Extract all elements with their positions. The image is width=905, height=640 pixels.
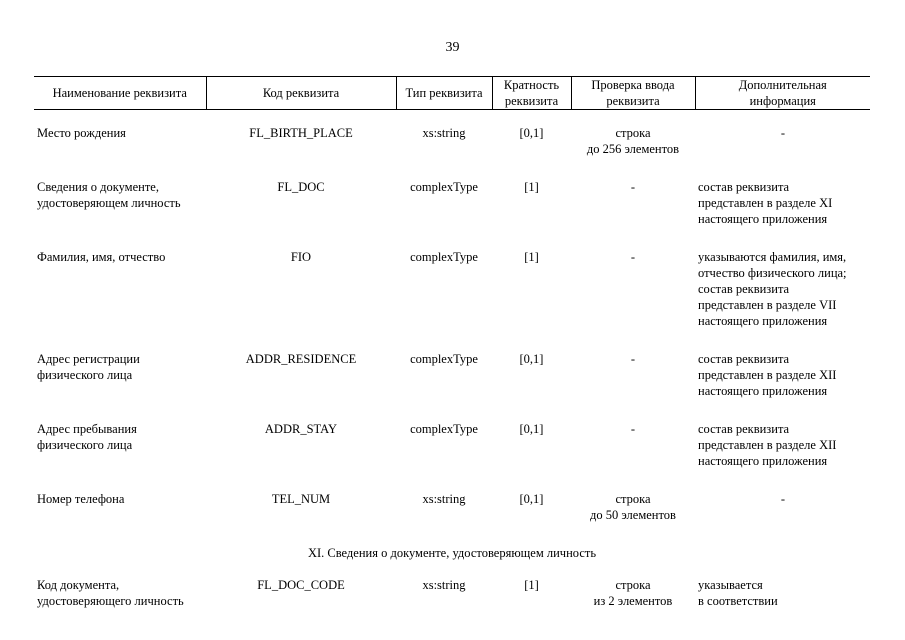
section-heading-row bbox=[34, 531, 870, 563]
cell-multiplicity: [1] bbox=[524, 250, 539, 264]
table-row bbox=[34, 407, 870, 477]
cell-code: TEL_NUM bbox=[271, 492, 331, 506]
table-row bbox=[34, 337, 870, 407]
cell-multiplicity: [1] bbox=[524, 180, 539, 194]
cell-type: complexType bbox=[410, 422, 478, 436]
cell-type: xs:string bbox=[422, 578, 466, 592]
cell-multiplicity: [0,1] bbox=[519, 352, 544, 366]
cell-multiplicity: [0,1] bbox=[519, 492, 544, 506]
cell-info: состав реквизита представлен в разделе XI настоящего приложения bbox=[698, 180, 833, 226]
cell-name: Адрес пребывания физического лица bbox=[37, 422, 137, 452]
table-row bbox=[34, 477, 870, 531]
header-additional-info: Дополнительная информация bbox=[695, 77, 870, 110]
cell-code: FIO bbox=[290, 250, 312, 264]
cell-code: ADDR_RESIDENCE bbox=[245, 352, 357, 366]
cell-code: FL_DOC bbox=[277, 180, 325, 194]
cell-check: строка до 50 элементов bbox=[590, 492, 676, 522]
cell-code: FL_DOC_CODE bbox=[257, 578, 345, 592]
table-header bbox=[34, 77, 870, 110]
cell-info: - bbox=[780, 126, 786, 140]
table-row bbox=[34, 110, 870, 166]
cell-name: Адрес регистрации физического лица bbox=[37, 352, 140, 382]
section-title: XI. Сведения о документе, удостоверяющем личность bbox=[307, 546, 597, 560]
page-number: 39 bbox=[445, 40, 460, 55]
cell-multiplicity: [1] bbox=[524, 578, 539, 592]
cell-type: complexType bbox=[410, 250, 478, 264]
cell-info: состав реквизита представлен в разделе XII настоящего приложения bbox=[698, 352, 837, 398]
header-requisite-name: Наименование реквизита bbox=[34, 77, 206, 110]
table-row bbox=[34, 563, 870, 617]
cell-check: - bbox=[630, 180, 636, 194]
cell-info: указывается в соответствии bbox=[698, 578, 778, 608]
table-body bbox=[34, 110, 870, 618]
cell-type: xs:string bbox=[422, 492, 466, 506]
cell-name: Фамилия, имя, отчество bbox=[37, 250, 166, 264]
cell-multiplicity: [0,1] bbox=[519, 422, 544, 436]
requisites-table bbox=[34, 76, 870, 617]
cell-type: xs:string bbox=[422, 126, 466, 140]
cell-check: строка до 256 элементов bbox=[586, 126, 680, 156]
cell-check: - bbox=[630, 352, 636, 366]
cell-type: complexType bbox=[410, 352, 478, 366]
header-input-check: Проверка ввода реквизита bbox=[571, 77, 695, 110]
cell-check: - bbox=[630, 250, 636, 264]
cell-info: указываются фамилия, имя, отчество физического лица; состав реквизита представлен в разделе VII настоящего приложения bbox=[698, 250, 847, 328]
header-requisite-code: Код реквизита bbox=[206, 77, 396, 110]
cell-name: Номер телефона bbox=[37, 492, 125, 506]
header-requisite-multiplicity: Кратность реквизита bbox=[492, 77, 571, 110]
cell-info: - bbox=[780, 492, 786, 506]
table-header-row bbox=[34, 77, 870, 110]
cell-name: Сведения о документе, удостоверяющем личность bbox=[37, 180, 181, 210]
table-row bbox=[34, 165, 870, 235]
table-row bbox=[34, 235, 870, 337]
cell-name: Место рождения bbox=[37, 126, 126, 140]
cell-multiplicity: [0,1] bbox=[519, 126, 544, 140]
cell-code: ADDR_STAY bbox=[264, 422, 338, 436]
header-requisite-type: Тип реквизита bbox=[396, 77, 492, 110]
cell-name: Код документа, удостоверяющего личность bbox=[37, 578, 184, 608]
cell-info: состав реквизита представлен в разделе XII настоящего приложения bbox=[698, 422, 837, 468]
cell-check: строка из 2 элементов bbox=[593, 578, 673, 608]
cell-code: FL_BIRTH_PLACE bbox=[249, 126, 353, 140]
cell-check: - bbox=[630, 422, 636, 436]
cell-type: complexType bbox=[410, 180, 478, 194]
